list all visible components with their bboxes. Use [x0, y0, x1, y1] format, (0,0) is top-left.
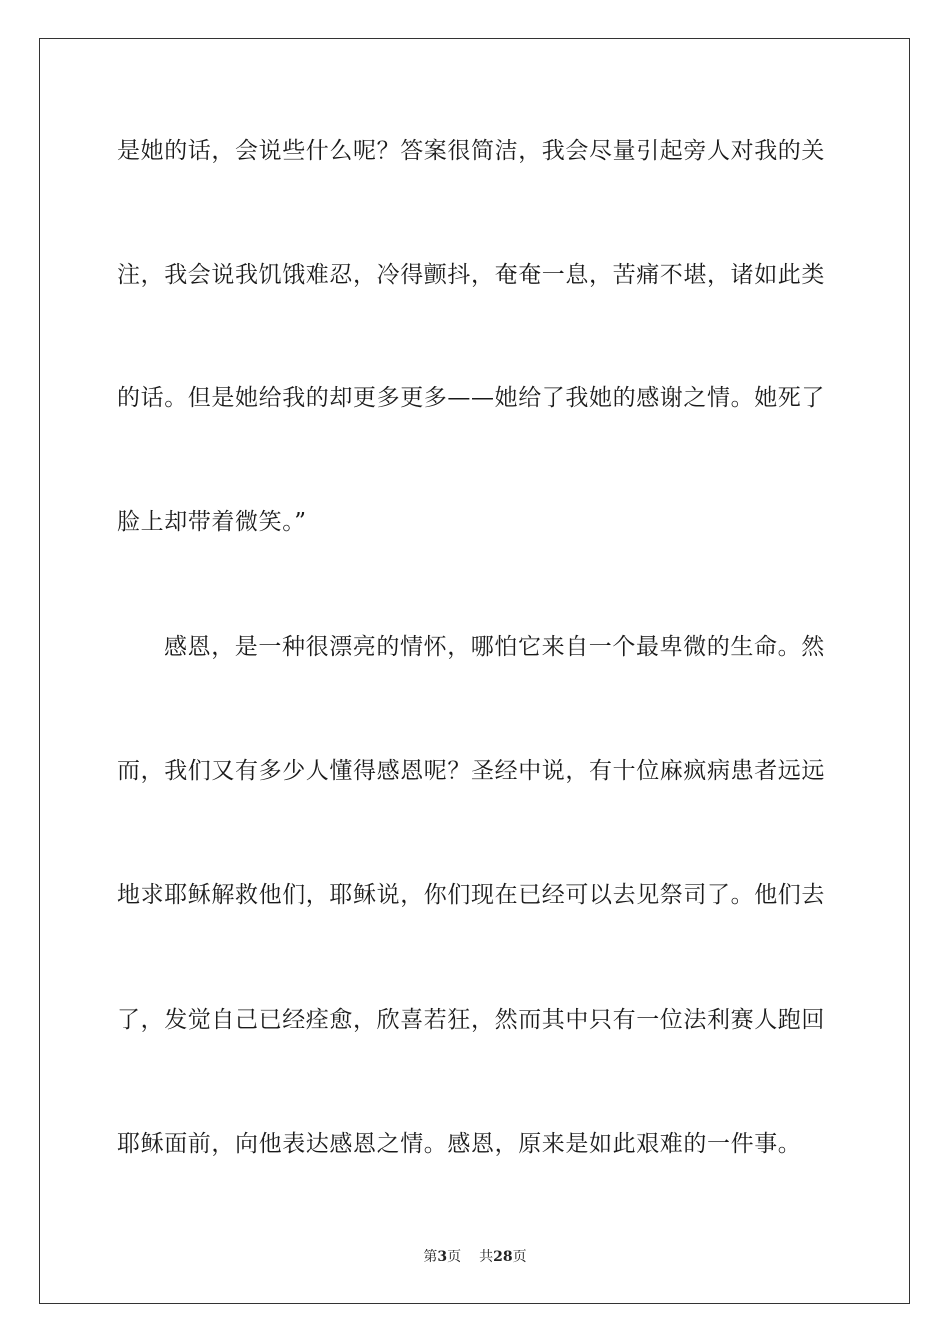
text-line-7: 地求耶稣解救他们，耶稣说，你们现在已经可以去见祭司了。他们去	[117, 882, 825, 908]
text-line-8: 了，发觉自己已经痊愈，欣喜若狂，然而其中只有一位法利赛人跑回	[117, 1007, 825, 1033]
text-line-3: 的话。但是她给我的却更多更多——她给了我她的感谢之情。她死了	[117, 385, 825, 411]
page-label-prefix: 第	[423, 1249, 438, 1265]
text-line-9: 耶稣面前，向他表达感恩之情。感恩，原来是如此艰难的一件事。	[117, 1131, 802, 1157]
page-label-suffix: 页	[447, 1249, 462, 1265]
page-footer	[0, 1248, 950, 1266]
text-line-4: 脸上却带着微笑。”	[117, 509, 307, 535]
total-label-suffix: 页	[512, 1249, 527, 1265]
text-line-1: 是她的话，会说些什么呢？答案很简洁，我会尽量引起旁人对我的关	[117, 138, 825, 164]
text-line-2: 注，我会说我饥饿难忍，冷得颤抖，奄奄一息，苦痛不堪，诸如此类	[117, 262, 825, 288]
page-border	[39, 38, 910, 1304]
total-pages: 28	[493, 1249, 513, 1265]
total-label-prefix: 共	[479, 1249, 494, 1265]
page-number: 3	[437, 1249, 448, 1265]
text-line-5: 感恩，是一种很漂亮的情怀，哪怕它来自一个最卑微的生命。然	[164, 634, 825, 660]
text-line-6: 而，我们又有多少人懂得感恩呢？圣经中说，有十位麻疯病患者远远	[117, 758, 825, 784]
